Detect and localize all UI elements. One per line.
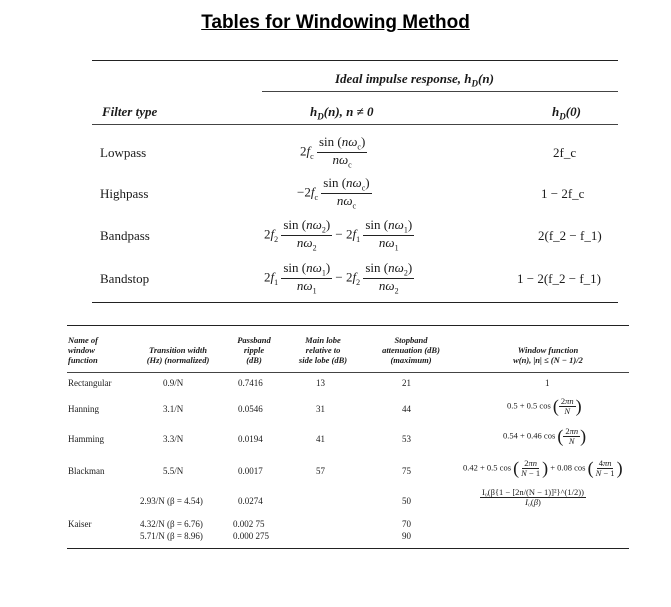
table1-header-hd-0: $h_D(0)$ bbox=[552, 104, 581, 122]
stopband-cell: 50 bbox=[402, 496, 411, 506]
window-name-cell: Rectangular bbox=[68, 378, 112, 388]
mainlobe-cell: 57 bbox=[316, 466, 325, 476]
table2-bottom-rule bbox=[67, 548, 629, 549]
table1-group-header: Ideal impulse response, $h_D(n)$ bbox=[335, 71, 494, 89]
header-window-name: Name of window function bbox=[68, 335, 98, 365]
window-name-cell: Blackman bbox=[68, 466, 105, 476]
transition-cell: 5.71/N (β = 8.96) bbox=[140, 531, 203, 541]
stopband-cell: 75 bbox=[402, 466, 411, 476]
passband-cell: 0.0194 bbox=[238, 434, 263, 444]
page-title: Tables for Windowing Method bbox=[201, 12, 470, 33]
window-function-cell: 0.42 + 0.5 cos ( $\frac{2\pi n}{N - 1}$ ) + 0.08 cos ( $\frac{4\pi n}{N - 1}$ ) bbox=[463, 458, 623, 478]
window-name-cell: Kaiser bbox=[68, 519, 92, 529]
passband-cell: 0.0274 bbox=[238, 496, 263, 506]
stopband-cell: 44 bbox=[402, 404, 411, 414]
mainlobe-cell: 13 bbox=[316, 378, 325, 388]
mainlobe-cell: 41 bbox=[316, 434, 325, 444]
kaiser-window-function: $\frac{\text{I₀(β\{1 − [2n/(N − 1)]²\}\textasciicircum{}(1/2))}}{\text{I₀(β)}}$ bbox=[482, 487, 584, 507]
table1-row-name: Highpass bbox=[100, 186, 149, 201]
window-function-cell: 0.54 + 0.46 cos ( $\frac{2\pi n}{N}$ ) bbox=[503, 426, 587, 446]
passband-cell: 0.002 75 bbox=[233, 519, 265, 529]
transition-cell: 5.5/N bbox=[163, 466, 184, 476]
table2-top-rule bbox=[67, 325, 629, 326]
stopband-cell: 53 bbox=[402, 434, 411, 444]
window-function-cell: 1 bbox=[545, 378, 550, 388]
table1-row-value0: 1 − 2(f_2 − f_1) bbox=[517, 271, 601, 286]
window-name-cell: Hamming bbox=[68, 434, 104, 444]
table1-top-rule bbox=[92, 60, 618, 61]
transition-cell: 4.32/N (β = 6.76) bbox=[140, 519, 203, 529]
passband-cell: 0.7416 bbox=[238, 378, 263, 388]
lowpass-formula: $2f_c$ $\frac{\sin (n\omega_c)}{n\omega_c}$ bbox=[300, 134, 366, 170]
header-stopband-attenuation: Stopband attenuation (dB) (maximum) bbox=[382, 335, 440, 365]
header-window-function: Window function w(n), |n| ≤ (N − 1)/2 bbox=[513, 345, 583, 365]
table1-header-rule bbox=[92, 124, 618, 125]
bandpass-formula: $2f_2$ $\frac{\sin (n\omega_2)}{n\omega_2}$ − $2f_1$ $\frac{\sin (n\omega_1)}{n\omega_1}$ bbox=[264, 217, 413, 253]
table1-row-name: Bandstop bbox=[100, 271, 150, 286]
header-transition-width: Transition width (Hz) (normalized) bbox=[146, 345, 210, 365]
table1-header-filter-type: Filter type bbox=[102, 104, 158, 119]
transition-cell: 3.1/N bbox=[163, 404, 184, 414]
stopband-cell: 90 bbox=[402, 531, 411, 541]
window-name-cell: Hanning bbox=[68, 404, 99, 414]
table1-row-name: Bandpass bbox=[100, 228, 150, 243]
table1-row-value0: 2(f_2 − f_1) bbox=[538, 228, 602, 243]
transition-cell: 3.3/N bbox=[163, 434, 184, 444]
table1-header-hd-n: $h_D(n)$, n ≠ 0 bbox=[310, 104, 374, 122]
table2-header-rule bbox=[67, 372, 629, 373]
stopband-cell: 70 bbox=[402, 519, 411, 529]
highpass-formula: $-2f_c$ $\frac{\sin (n\omega_c)}{n\omega_c}$ bbox=[297, 175, 370, 211]
table1-bottom-rule bbox=[92, 302, 618, 303]
header-main-lobe: Main lobe relative to side lobe (dB) bbox=[298, 335, 348, 365]
stopband-cell: 21 bbox=[402, 378, 411, 388]
passband-cell: 0.000 275 bbox=[233, 531, 269, 541]
table1-row-name: Lowpass bbox=[100, 145, 147, 160]
passband-cell: 0.0017 bbox=[238, 466, 263, 476]
table1-group-rule bbox=[262, 91, 618, 92]
transition-cell: 2.93/N (β = 4.54) bbox=[140, 496, 203, 506]
table1-row-value0: 2f_c bbox=[553, 145, 577, 160]
table1-row-value0: 1 − 2f_c bbox=[541, 186, 585, 201]
passband-cell: 0.0546 bbox=[238, 404, 263, 414]
bandstop-formula: $2f_1$ $\frac{\sin (n\omega_1)}{n\omega_1}$ − $2f_2$ $\frac{\sin (n\omega_2)}{n\omega_2}$ bbox=[264, 260, 413, 296]
transition-cell: 0.9/N bbox=[163, 378, 184, 388]
header-passband-ripple: Passband ripple (dB) bbox=[237, 335, 271, 365]
window-function-cell: 0.5 + 0.5 cos ( $\frac{2\pi n}{N}$ ) bbox=[507, 396, 582, 416]
mainlobe-cell: 31 bbox=[316, 404, 325, 414]
